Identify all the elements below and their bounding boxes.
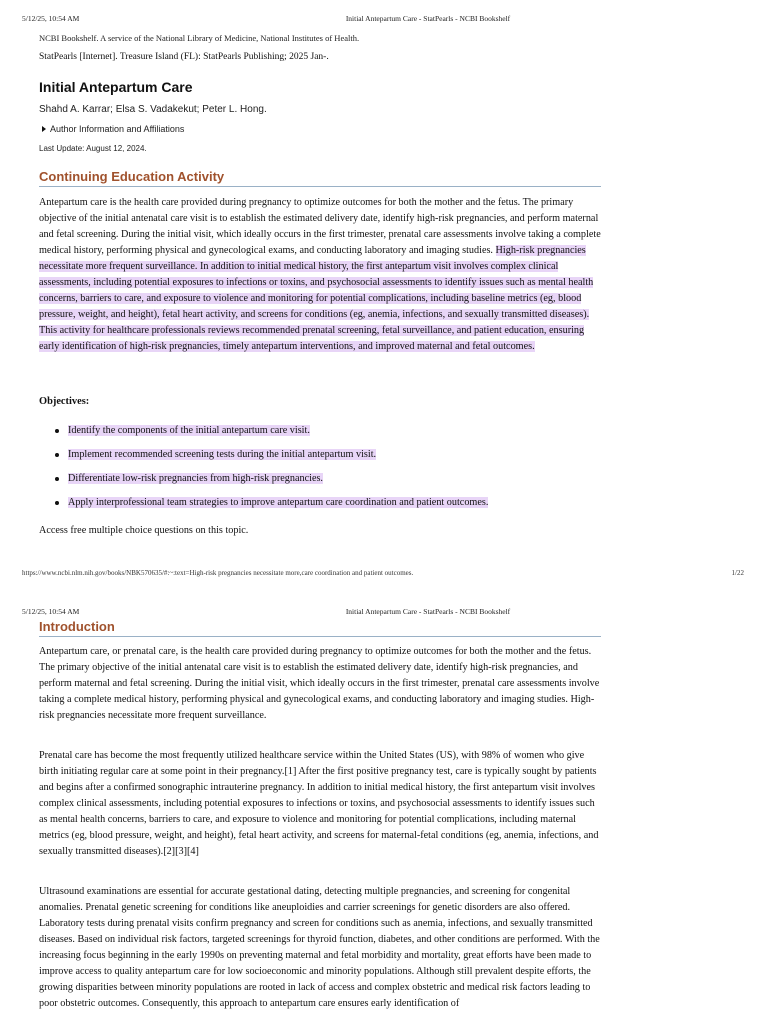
ce-paragraph-text: Antepartum care is the health care provided during pregnancy to optimize outcomes for both the mother and the fetus. The primary objective of the initial antenatal care visit is to establish the estimated delivery date, identify high-risk pregnancies, and perform maternal and fetal screening. During the initial visit, which ideally occurs in the first trimester, prenatal care assessments involve taking a complete medical history, performing physical and gynecological exams, and conducting laboratory and imaging studies.	[39, 197, 601, 256]
page-title: Initial Antepartum Care	[39, 79, 193, 95]
page1-header	[0, 14, 768, 30]
list-item: Implement recommended screening tests during the initial antepartum visit.	[39, 447, 601, 463]
print-datetime: 5/12/25, 10:54 AM	[22, 607, 80, 616]
ncbi-notice: NCBI Bookshelf. A service of the National Library of Medicine, National Institutes of Health.	[39, 33, 360, 43]
highlighted-text: High-risk pregnancies necessitate more frequent surveillance. In addition to initial medical history, the first antepartum visit involves complex clinical assessments, including potential exposures to infections or toxins, and psychosocial assessments to identify issues such as mental health concerns, barriers to care, and exposure to violence and monitoring for potential complications, including baseline metrics (eg, blood pressure, weight, and height), fetal heart activity, and screens for conditions (eg, anemia, infections, and sexually transmitted diseases). This activity for healthcare professionals reviews recommended prenatal screening, fetal surveillance, and patient education, ensuring early identification of high-risk pregnancies, timely antepartum interventions, and improved maternal and fetal outcomes.	[39, 245, 594, 352]
intro-paragraph-1: Antepartum care, or prenatal care, is the health care provided during pregnancy to optimize outcomes for both the mother and the fetus. The primary objective of the initial antenatal care visit is to establish the estimated delivery date, identify high-risk pregnancies, and perform maternal and fetal screening. During the initial visit, which ideally occurs in the first trimester, prenatal care assessments involve taking a complete medical history, performing physical and gynecological exams, and conducting laboratory and imaging studies. High-risk pregnancies necessitate more frequent surveillance.	[39, 646, 600, 721]
intro-paragraph-2: Prenatal care has become the most frequently utilized healthcare service within the United States (US), with 98% of women who give birth initiating regular care at some point in their pregnancy.[1] After the first positive pregnancy test, care is typically sought by patients and begins after a confirmed sonographic intrauterine pregnancy. In addition to initial medical history, the first antepartum visit involves complex clinical assessments, including potential exposures to infections or toxins, and psychosocial assessments to identify issues such as mental health concerns, barriers to care, and exposure to violence and monitoring for potential complications, including maternal metrics (eg, blood pressure, weight, and height), fetal heart activity, and screens for maternal-fetal conditions (eg, anemia, infections, and sexually transmitted diseases).[2][3][4]	[39, 750, 599, 857]
list-item: Apply interprofessional team strategies to improve antepartum care coordination and patient outcomes.	[39, 495, 601, 511]
print-page-title: Initial Antepartum Care - StatPearls - NCBI Bookshelf	[345, 14, 511, 23]
disclosure-triangle-icon	[42, 126, 46, 132]
objectives-list	[39, 423, 601, 511]
section-heading-continuing-education: Continuing Education Activity	[39, 169, 601, 187]
section-heading-introduction: Introduction	[39, 619, 601, 637]
last-update: Last Update: August 12, 2024.	[39, 144, 147, 153]
list-item: Identify the components of the initial antepartum care visit.	[39, 423, 601, 439]
bullet-icon	[55, 477, 59, 481]
bullet-icon	[55, 429, 59, 433]
author-info-toggle[interactable]	[42, 124, 184, 134]
citation: StatPearls [Internet]. Treasure Island (FL): StatPearls Publishing; 2025 Jan-.	[39, 52, 329, 62]
print-datetime: 5/12/25, 10:54 AM	[22, 14, 80, 23]
page-number: 1/22	[731, 569, 744, 577]
authors: Shahd A. Karrar; Elsa S. Vadakekut; Peter L. Hong.	[39, 104, 267, 115]
list-item: Differentiate low-risk pregnancies from high-risk pregnancies.	[39, 471, 601, 487]
author-info-label: Author Information and Affiliations	[50, 124, 185, 134]
ce-activity-paragraph	[39, 195, 601, 355]
mcq-access-link[interactable]: Access free multiple choice questions on this topic.	[39, 525, 249, 536]
bullet-icon	[55, 453, 59, 457]
footer-url: https://www.ncbi.nlm.nih.gov/books/NBK570635/#:~:text=High-risk pregnancies necessitate more,care coordination and patient outcomes.	[22, 569, 414, 577]
objectives-heading: Objectives:	[39, 396, 90, 407]
print-page-title: Initial Antepartum Care - StatPearls - NCBI Bookshelf	[345, 607, 511, 616]
bullet-icon	[55, 501, 59, 505]
intro-paragraph-3: Ultrasound examinations are essential for accurate gestational dating, detecting multiple pregnancies, and screening for congenital anomalies. Prenatal genetic screening for conditions like aneuploidies and carrier screenings for genetic disorders are also offered. Laboratory tests during prenatal visits confirm pregnancy and screen for conditions such as anemia, infections, and sexually transmitted diseases. Based on individual risk factors, targeted screenings for thyroid function, diabetes, and other conditions are performed. With the increasing focus beginning in the early 1990s on preventing maternal and fetal morbidity and mortality, great efforts have been made to improve access to quality antepartum care for low socioeconomic and minority populations. Although still prevalent despite efforts, the growing disparities between minority populations are rooted in lack of access and complex obstetric and medical risk factors leading to poor obstetric outcomes. Consequently, this approach to antepartum care ensures early identification of	[39, 886, 600, 1009]
